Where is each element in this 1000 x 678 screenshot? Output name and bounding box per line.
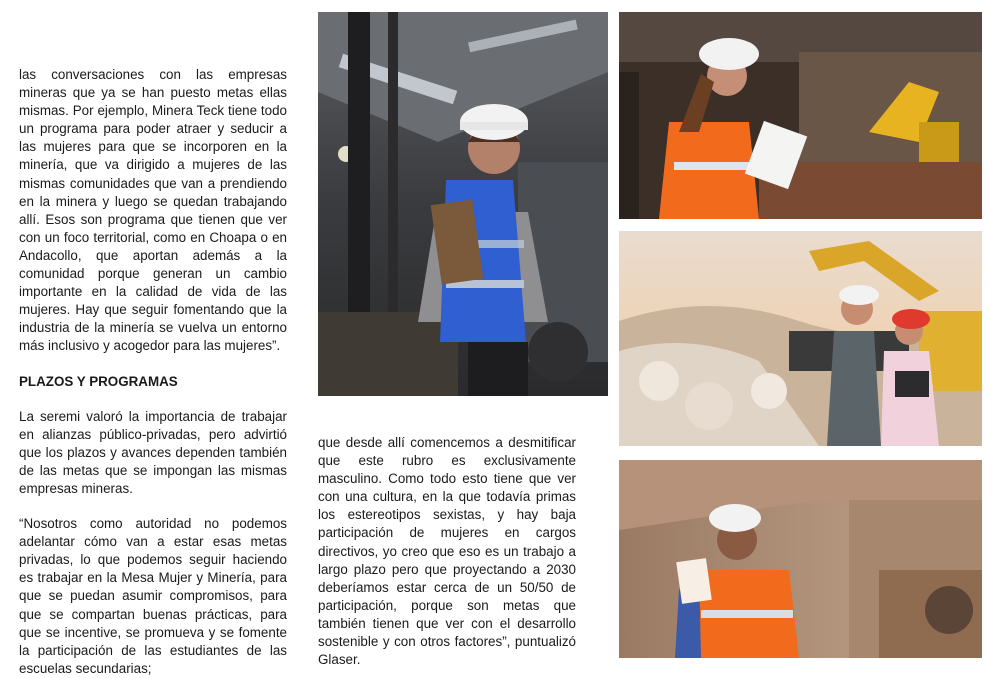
section-heading: PLAZOS Y PROGRAMAS	[19, 373, 178, 389]
article-column-2	[318, 434, 576, 669]
photo-woman-orange-clipboard	[619, 12, 982, 219]
photo-woman-warehouse	[318, 12, 608, 396]
photo-woman-tablet	[619, 460, 982, 658]
paragraph: La seremi valoró la importancia de trabajar en alianzas público-privadas, pero advirtió que los plazos y avances dependen también de las metas que se impongan las mismas empresas mineras.	[19, 408, 287, 496]
article-column-1	[19, 66, 287, 678]
photo-workers-excavator	[619, 231, 982, 446]
paragraph: que desde allí comencemos a desmitificar que este rubro es exclusivamente masculino. Como todo esto tiene que ver con una cultura, en la que todavía primas los estereotipos sexistas, y hay baja participación de mujeres en cargos directivos, yo creo que eso es un trabajo a largo plazo pero que proyectando a 2030 deberíamos estar cerca de un 50/50 de participación, porque son metas que también tienen que ver con el desarrollo sostenible y con otros factores”, puntualizó Glaser.	[318, 435, 576, 668]
paragraph: “Nosotros como autoridad no podemos adelantar cómo van a estar esas metas privadas, lo que podemos seguir haciendo es trabajar en la Mesa Mujer y Minería, para que se puedan asumir compromisos, para que se compartan buenas prácticas, para que se incentive, se promueva y se fomente la participación de las estudiantes de las escuelas secundarias;	[19, 516, 287, 676]
paragraph: las conversaciones con las empresas mineras que ya se han puesto metas ellas mismas. Por ejemplo, Minera Teck tiene todo un programa para poder atraer y seducir a las mujeres para que se incorporen en la minería, que va dirigido a mujeres de las mismas comunidades que van a prendiendo en la minera y luego se quedan trabajando allí. Esos son programa que tienen que ver con un foco territorial, como en Choapa o en Andacollo, que aportan además a la comunidad porque generan un cambio importante en la calidad de vida de las mujeres. Hay que seguir fomentando que la industria de la minería se vuelva un entorno más inclusivo y acogedor para las mujeres”.	[19, 67, 287, 354]
